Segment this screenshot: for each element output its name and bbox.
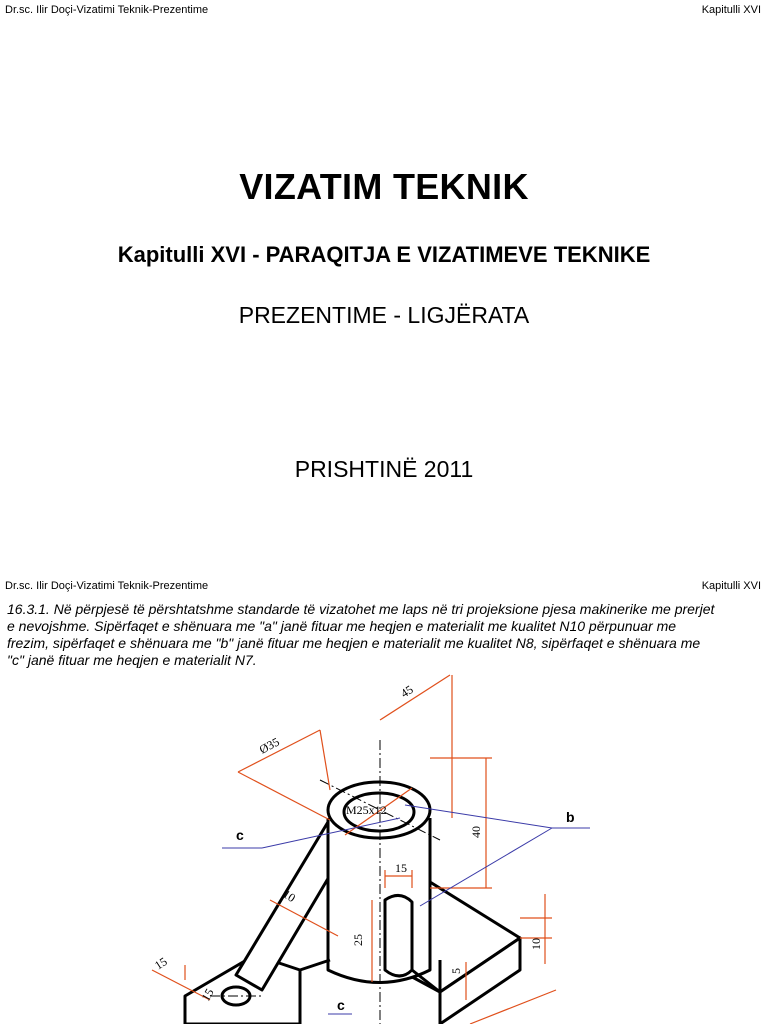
isometric-part-drawing	[0, 670, 768, 1024]
exercise-line-2: e nevojshme. Sipërfaqet e shënuara me "a" janë fituar me heqjen e materialit me kualitet N10 përpunuar me	[7, 618, 677, 634]
page2-header-author: Dr.sc. Ilir Doçi-Vizatimi Teknik-Prezentime	[5, 580, 209, 592]
exercise-line-4: "c" janë fituar me heqjen e materialit N7.	[7, 652, 257, 668]
dim-diameter-35: Ø35	[256, 734, 282, 757]
surface-label-c-lower: c	[337, 997, 345, 1013]
slot	[385, 895, 412, 976]
page1-header-chapter: Kapitulli XVI	[701, 4, 761, 16]
dim-thread: M25x12	[346, 803, 387, 817]
dim-10-rib: 10	[280, 886, 299, 906]
chapter-title: Kapitulli XVI - PARAQITJA E VIZATIMEVE TEKNIKE	[117, 242, 651, 267]
surface-label-c-upper: c	[236, 827, 244, 843]
exercise-line-3: frezim, sipërfaqet e shënuara me "b" janë fituar me heqjen e materialit me kualitet N8, sipërfaqet e shënuara me	[7, 635, 701, 651]
exercise-line-1: 16.3.1. Në përpjesë të përshtatshme standarde të vizatohet me laps në tri projeksione pjesa makinerike me prerjet	[7, 601, 715, 617]
dim-15-hole: 15	[198, 986, 217, 1004]
dim-15-left: 15	[152, 954, 170, 973]
part-outline	[185, 782, 520, 1024]
page2-header-chapter: Kapitulli XVI	[701, 580, 761, 592]
presentation-subtitle: PREZENTIME - LIGJËRATA	[238, 302, 530, 328]
surface-label-b: b	[566, 809, 575, 825]
dim-25: 25	[351, 934, 365, 946]
dim-10-base: 10	[529, 938, 543, 950]
exercise-text	[7, 601, 768, 669]
dim-40: 40	[469, 826, 483, 838]
city-year: PRISHTINË 2011	[294, 456, 474, 482]
page1-header-author: Dr.sc. Ilir Doçi-Vizatimi Teknik-Prezentime	[5, 4, 209, 16]
dim-5: 5	[449, 968, 463, 974]
dim-15-rib: 15	[395, 861, 407, 875]
document-title: VIZATIM TEKNIK	[239, 166, 529, 207]
cylinder-body	[328, 818, 430, 983]
dim-45: 45	[398, 682, 416, 701]
